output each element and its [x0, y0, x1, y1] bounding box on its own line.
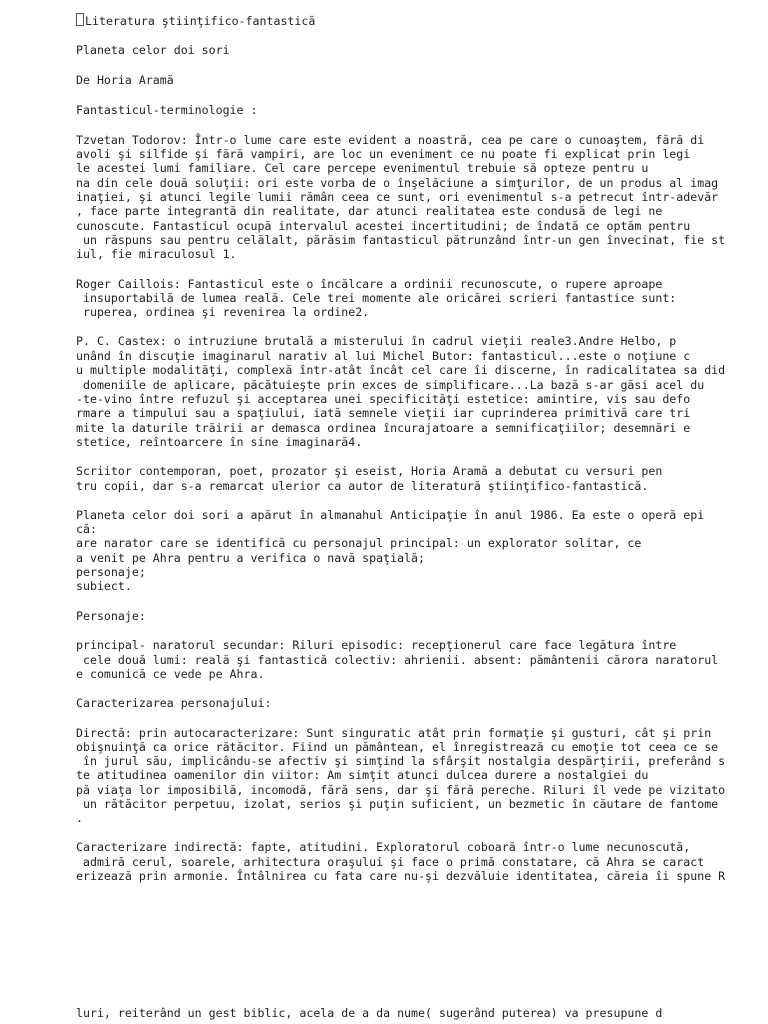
paragraph-line: principal- naratorul secundar: Riluri episodic: recepţionerul care face legătura între [76, 638, 677, 652]
paragraph-line: în jurul său, implicându-se afectiv şi simţind la sfârşit nostalgia despărţirii, preferând s [76, 754, 726, 768]
paragraph-line: un rătăcitor perpetuu, izolat, serios şi puţin suficient, un bezmetic în căutare de fantome [76, 797, 719, 811]
paragraph-line: insuportabilă de lumea reală. Cele trei momente ale oricărei scrieri fantastice sunt: [76, 291, 677, 305]
work-title: Planeta celor doi sori [76, 43, 230, 57]
document-heading [76, 13, 315, 27]
paragraph-line: u multiple modalităţi, complexă într-atât încât cel care îi discerne, în radicalitatea sa did [76, 363, 726, 377]
paragraph-line: Planeta celor doi sori a apărut în almanahul Anticipaţie în anul 1986. Ea este o operă epi [76, 508, 705, 522]
paragraph-line: un răspuns sau pentru celălalt, părăsim fantasticul pătrunzând într-un gen învecinat, fie st [76, 233, 726, 247]
paragraph-line: iul, fie miraculosul 1. [76, 247, 237, 261]
paragraph-line: obişnuinţă ca orice rătăcitor. Fiind un pământean, el înregistrează cu emoţie tot ceea ce se [76, 740, 719, 754]
list-line: a venit pe Ahra pentru a verifica o navă spaţială; [76, 551, 426, 565]
paragraph-line: te atitudinea oamenilor din viitor: Am simţit atunci dulcea durere a nostalgiei du [76, 768, 649, 782]
list-line: personaje; [76, 565, 146, 579]
paragraph-line: e comunică ce vede pe Ahra. [76, 667, 265, 681]
paragraph-line: erizează prin armonie. Întâlnirea cu fata care nu-şi dezvăluie identitatea, căreia îi spune R [76, 869, 726, 883]
missing-glyph-icon [76, 13, 84, 26]
paragraph-line: avoli şi silfide şi fără vampiri, are loc un eveniment ce nu poate fi explicat prin legi [76, 147, 691, 161]
list-line: subiect. [76, 579, 132, 593]
paragraph-line: cele două lumi: reală şi fantastică colectiv: ahrienii. absent: pământenii cărora naratorul [76, 653, 719, 667]
paragraph-line: Directă: prin autocaracterizare: Sunt singuratic atât prin formaţie şi gusturi, cât şi prin [76, 726, 712, 740]
paragraph-line: luri, reiterând un gest biblic, acela de a da nume( sugerând puterea) va presupune d [76, 1006, 663, 1020]
section-heading: Personaje: [76, 609, 146, 623]
section-heading: Fantasticul-terminologie : [76, 103, 258, 117]
paragraph-line: Tzvetan Todorov: Într-o lume care este evident a noastră, cea pe care o cunoaştem, fără di [76, 133, 705, 147]
section-heading: Caracterizarea personajului: [76, 696, 272, 710]
paragraph-line: stetice, reîntoarcere în sine imaginară4. [76, 435, 363, 449]
paragraph-line: , face parte integrantă din realitate, dar atunci realitatea este condusă de legi ne [76, 204, 663, 218]
paragraph-line: pă viaţa lor imposibilă, incomodă, fără sens, dar şi fără pereche. Riluri îl vede pe vizitato [76, 783, 726, 797]
paragraph-line: Caracterizare indirectă: fapte, atitudini. Exploratorul coboară într-o lume necunoscută, [76, 840, 691, 854]
paragraph-line: Scriitor contemporan, poet, prozator şi eseist, Horia Aramă a debutat cu versuri pen [76, 464, 663, 478]
list-line: are narator care se identifică cu personajul principal: un explorator solitar, ce [76, 536, 642, 550]
author-line: De Horia Aramă [76, 73, 174, 87]
heading-text: Literatura ştiinţifico-fantastică [85, 14, 316, 28]
paragraph-line: le acestei lumi familiare. Cel care percepe evenimentul trebuie să opteze pentru u [76, 161, 649, 175]
paragraph-line: admiră cerul, soarele, arhitectura oraşului şi face o primă constatare, că Ahra se caract [76, 855, 705, 869]
paragraph-line: ruperea, ordinea şi revenirea la ordine2. [76, 305, 370, 319]
paragraph-line: unând în discuţie imaginarul narativ al lui Michel Butor: fantasticul...este o noţiune c [76, 349, 691, 363]
paragraph-line: rmare a timpului sau a spaţiului, iată semnele vieţii iar cuprinderea primitivă care tri [76, 406, 691, 420]
paragraph-line: cunoscute. Fantasticul ocupă intervalul acestei incertitudini; de îndată ce optăm pentru [76, 219, 691, 233]
paragraph-line: P. C. Castex: o intruziune brutală a misterului în cadrul vieţii reale3.Andre Helbo, p [76, 334, 677, 348]
paragraph-line: na din cele două soluţii: ori este vorba de o înşelăciune a simţurilor, de un produs al imag [76, 176, 719, 190]
paragraph-line: tru copii, dar s-a remarcat ulerior ca autor de literatură ştiinţifico-fantastică. [76, 479, 649, 493]
paragraph-line: domeniile de aplicare, păcătuieşte prin exces de simplificare...La bază s-ar găsi acel du [76, 378, 705, 392]
paragraph-line: că: [76, 522, 97, 536]
paragraph-line: Roger Caillois: Fantasticul este o încălcare a ordinii recunoscute, o rupere aproape [76, 277, 663, 291]
paragraph-line: . [76, 811, 83, 825]
paragraph-line: mite la daturile trăirii ar demasca ordinea încurajatoare a semnificaţiilor; desemnări e [76, 421, 691, 435]
paragraph-line: inaţiei, şi atunci legile lumii rămân ceea ce sunt, ori evenimentul s-a petrecut într-adevăr [76, 190, 719, 204]
paragraph-line: -te-vino între refuzul şi acceptarea unei specificităţi estetice: amintire, vis sau defo [76, 392, 691, 406]
